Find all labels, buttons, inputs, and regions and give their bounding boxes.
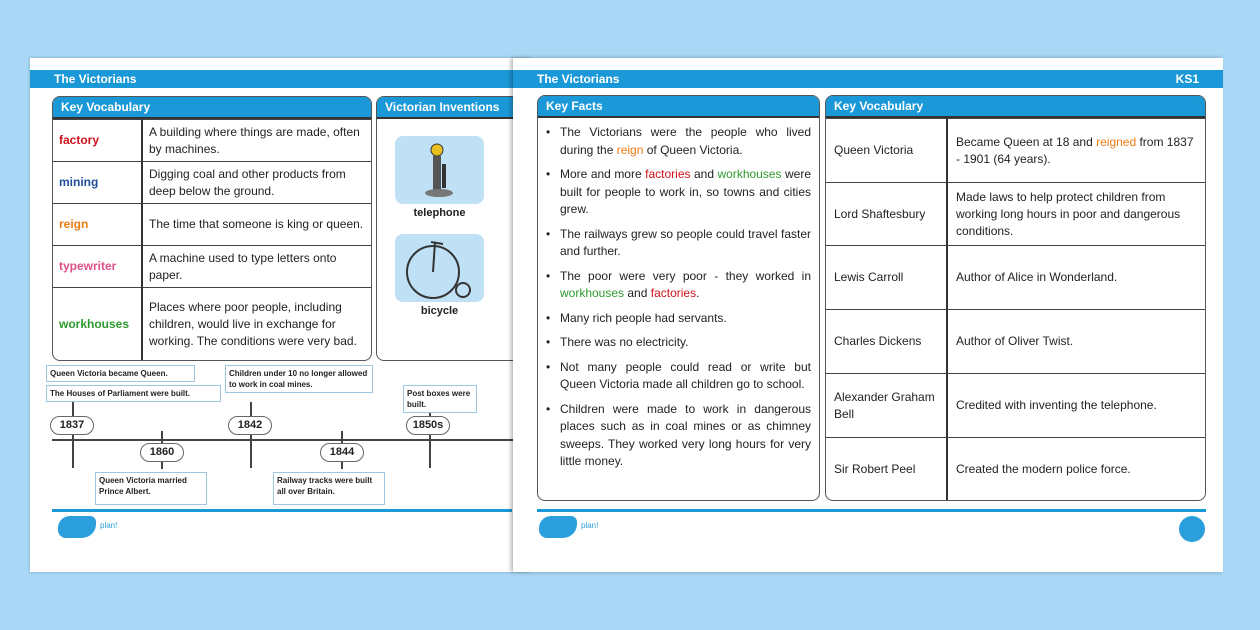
people-table — [826, 118, 1205, 501]
table-row — [53, 162, 371, 204]
timeline-date: 1860 — [140, 443, 184, 462]
vocab-word: typewriter — [53, 246, 142, 288]
vocab-definition: A building where things are made, often by machines. — [142, 120, 371, 162]
fact-item: • Children were made to work in dangerous places such as in coal mines or as chimney sweeps. They worked very long hours for very little money. — [544, 401, 811, 471]
page-title: The Victorians — [54, 72, 137, 86]
invention-label: bicycle — [420, 305, 459, 317]
person-description: Credited with inventing the telephone. — [947, 374, 1205, 438]
person-description: Became Queen at 18 and reigned from 1837 - 1901 (64 years). — [947, 119, 1205, 183]
footer-divider — [52, 509, 512, 512]
person-description: Author of Alice in Wonderland. — [947, 246, 1205, 310]
vocabulary-table — [53, 119, 371, 361]
page-header-bar — [30, 70, 530, 88]
person-name: Lewis Carroll — [826, 246, 947, 310]
page-header-bar — [513, 70, 1223, 88]
left-worksheet-page — [30, 58, 530, 572]
plan-label: plan! — [100, 521, 118, 530]
table-row — [53, 246, 371, 288]
table-row — [826, 310, 1205, 374]
vocab-word: reign — [53, 204, 142, 246]
table-row — [826, 374, 1205, 438]
key-vocabulary-box — [52, 96, 372, 361]
table-row — [826, 438, 1205, 501]
table-row — [53, 120, 371, 162]
fact-item: • Not many people could read or write but Queen Victoria made all children go to school. — [544, 359, 811, 394]
timeline-event: Queen Victoria married Prince Albert. — [95, 472, 207, 505]
person-name: Lord Shaftesbury — [826, 183, 947, 246]
person-description: Made laws to help protect children from working long hours in poor and dangerous conditions. — [947, 183, 1205, 246]
key-facts-box — [537, 95, 820, 501]
fact-item: • The poor were very poor - they worked in workhouses and factories. — [544, 268, 811, 303]
box-heading: Key Facts — [538, 96, 819, 118]
key-vocabulary-box — [825, 95, 1206, 501]
fact-item: • More and more factories and workhouses were built for people to work in, so towns and cities grew. — [544, 166, 811, 219]
vocab-word: factory — [53, 120, 142, 162]
vocab-word: workhouses — [53, 288, 142, 362]
timeline-axis — [52, 439, 530, 441]
table-row — [53, 288, 371, 362]
table-row — [826, 119, 1205, 183]
invention-label: telephone — [413, 207, 466, 219]
timeline-date: 1837 — [50, 416, 94, 435]
telephone-icon — [395, 136, 484, 204]
bicycle-icon — [395, 234, 484, 302]
person-name: Charles Dickens — [826, 310, 947, 374]
box-heading: Key Vocabulary — [826, 96, 1205, 118]
table-row — [826, 183, 1205, 246]
timeline-date: 1844 — [320, 443, 364, 462]
right-worksheet-page — [513, 58, 1223, 572]
vocab-definition: Digging coal and other products from deep below the ground. — [142, 162, 371, 204]
vocab-definition: The time that someone is king or queen. — [142, 204, 371, 246]
fact-item: • There was no electricity. — [544, 334, 811, 352]
person-name: Alexander Graham Bell — [826, 374, 947, 438]
vocab-definition: A machine used to type letters onto paper. — [142, 246, 371, 288]
vocab-definition: Places where poor people, including children, would live in exchange for working. The conditions were very bad. — [142, 288, 371, 362]
person-description: Author of Oliver Twist. — [947, 310, 1205, 374]
table-row — [826, 246, 1205, 310]
table-row — [53, 204, 371, 246]
fact-item: • The railways grew so people could travel faster and further. — [544, 226, 811, 261]
timeline-date: 1842 — [228, 416, 272, 435]
timeline-event: Railway tracks were built all over Britain. — [273, 472, 385, 505]
box-heading: Victorian Inventions — [377, 97, 530, 119]
timeline-event: The Houses of Parliament were built. — [46, 385, 221, 402]
plan-label: plan! — [581, 521, 599, 530]
vocab-word: mining — [53, 162, 142, 204]
timeline-date: 1850s — [406, 416, 450, 435]
brand-logo — [539, 516, 577, 538]
person-name: Sir Robert Peel — [826, 438, 947, 501]
timeline-event: Queen Victoria became Queen. — [46, 365, 195, 382]
person-name: Queen Victoria — [826, 119, 947, 183]
key-facts-list — [538, 118, 819, 471]
person-description: Created the modern police force. — [947, 438, 1205, 501]
footer-divider — [537, 509, 1206, 512]
fact-item: • The Victorians were the people who lived during the reign of Queen Victoria. — [544, 124, 811, 159]
fact-item: • Many rich people had servants. — [544, 310, 811, 328]
timeline-event: Children under 10 no longer allowed to work in coal mines. — [225, 365, 373, 393]
page-title: The Victorians — [537, 72, 620, 86]
brand-logo — [58, 516, 96, 538]
timeline-event: Post boxes were built. — [403, 385, 477, 413]
mascot-logo — [1179, 516, 1205, 542]
key-stage-label: KS1 — [1175, 72, 1199, 86]
box-heading: Key Vocabulary — [53, 97, 371, 119]
